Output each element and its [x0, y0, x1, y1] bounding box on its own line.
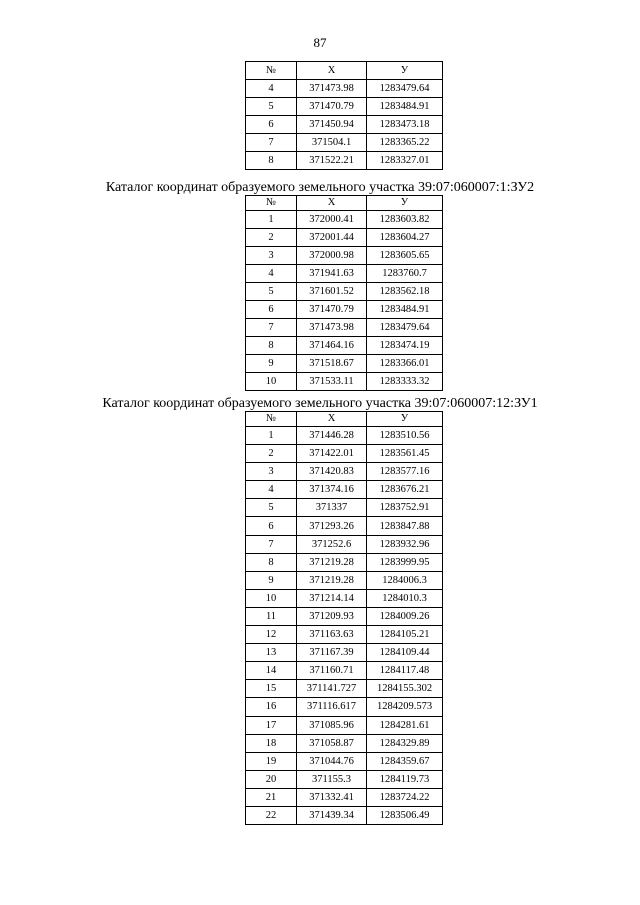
cell-x: 371473.98	[297, 80, 367, 98]
cell-number: 4	[246, 80, 297, 98]
table-row	[246, 80, 443, 98]
cell-number: 21	[246, 788, 297, 806]
cell-number: 19	[246, 752, 297, 770]
cell-x: 371473.98	[297, 319, 367, 337]
table-row	[246, 644, 443, 662]
cell-number: 12	[246, 626, 297, 644]
cell-y: 1284105.21	[367, 626, 443, 644]
table-row	[246, 355, 443, 373]
cell-number: 7	[246, 134, 297, 152]
cell-number: 6	[246, 517, 297, 535]
cell-x: 371155.3	[297, 770, 367, 788]
cell-x: 371522.21	[297, 152, 367, 170]
cell-x: 371450.94	[297, 116, 367, 134]
cell-number: 18	[246, 734, 297, 752]
table-row	[246, 589, 443, 607]
cell-y: 1284155.302	[367, 680, 443, 698]
cell-y: 1283506.49	[367, 806, 443, 824]
coordinates-table-zu2	[245, 195, 443, 391]
cell-y: 1283604.27	[367, 229, 443, 247]
cell-x: 371160.71	[297, 662, 367, 680]
table-row	[246, 337, 443, 355]
cell-y: 1283365.22	[367, 134, 443, 152]
cell-x: 371085.96	[297, 716, 367, 734]
cell-x: 371058.87	[297, 734, 367, 752]
cell-number: 10	[246, 373, 297, 391]
cell-number: 10	[246, 589, 297, 607]
cell-number: 4	[246, 265, 297, 283]
cell-y: 1283484.91	[367, 98, 443, 116]
cell-x: 371167.39	[297, 644, 367, 662]
cell-x: 372000.98	[297, 247, 367, 265]
table-header-row	[246, 62, 443, 80]
cell-number: 14	[246, 662, 297, 680]
cell-x: 372001.44	[297, 229, 367, 247]
cell-number: 5	[246, 283, 297, 301]
cell-x: 371044.76	[297, 752, 367, 770]
table-row	[246, 535, 443, 553]
coordinates-table-zu1	[245, 411, 443, 825]
cell-number: 15	[246, 680, 297, 698]
cell-x: 371422.01	[297, 445, 367, 463]
table-row	[246, 265, 443, 283]
cell-number: 8	[246, 337, 297, 355]
cell-y: 1284329.89	[367, 734, 443, 752]
cell-x: 371446.28	[297, 427, 367, 445]
cell-y: 1284010.3	[367, 589, 443, 607]
column-header-number: №	[246, 62, 297, 80]
table-row	[246, 716, 443, 734]
table-row	[246, 229, 443, 247]
table-row	[246, 427, 443, 445]
table-row	[246, 499, 443, 517]
column-header-number: №	[246, 412, 297, 427]
table-row	[246, 116, 443, 134]
column-header-y: У	[367, 62, 443, 80]
cell-y: 1283479.64	[367, 319, 443, 337]
cell-number: 2	[246, 229, 297, 247]
cell-number: 5	[246, 98, 297, 116]
cell-number: 8	[246, 553, 297, 571]
cell-number: 11	[246, 607, 297, 625]
cell-number: 6	[246, 301, 297, 319]
cell-y: 1283724.22	[367, 788, 443, 806]
cell-number: 4	[246, 481, 297, 499]
table-row	[246, 445, 443, 463]
cell-y: 1283999.95	[367, 553, 443, 571]
cell-x: 371533.11	[297, 373, 367, 391]
table-row	[246, 517, 443, 535]
table-row	[246, 788, 443, 806]
column-header-x: Х	[297, 196, 367, 211]
cell-y: 1284006.3	[367, 571, 443, 589]
cell-y: 1283605.65	[367, 247, 443, 265]
cell-number: 16	[246, 698, 297, 716]
table-row	[246, 607, 443, 625]
cell-x: 371219.28	[297, 571, 367, 589]
cell-number: 3	[246, 463, 297, 481]
cell-y: 1283474.19	[367, 337, 443, 355]
table-row	[246, 626, 443, 644]
cell-number: 13	[246, 644, 297, 662]
cell-x: 371337	[297, 499, 367, 517]
cell-y: 1283561.45	[367, 445, 443, 463]
cell-number: 3	[246, 247, 297, 265]
cell-number: 6	[246, 116, 297, 134]
table-row	[246, 752, 443, 770]
table-header-row	[246, 412, 443, 427]
table-row	[246, 247, 443, 265]
cell-number: 9	[246, 355, 297, 373]
table-row	[246, 373, 443, 391]
cell-number: 5	[246, 499, 297, 517]
page-number: 87	[313, 35, 327, 50]
table-row	[246, 319, 443, 337]
cell-number: 20	[246, 770, 297, 788]
cell-y: 1283484.91	[367, 301, 443, 319]
cell-x: 371518.67	[297, 355, 367, 373]
table-row	[246, 680, 443, 698]
column-header-y: У	[367, 412, 443, 427]
table-row	[246, 571, 443, 589]
cell-y: 1283676.21	[367, 481, 443, 499]
cell-x: 371141.727	[297, 680, 367, 698]
cell-y: 1283562.18	[367, 283, 443, 301]
cell-y: 1283473.18	[367, 116, 443, 134]
cell-y: 1284119.73	[367, 770, 443, 788]
cell-number: 1	[246, 427, 297, 445]
coordinates-table-continued	[245, 61, 443, 170]
cell-x: 371214.14	[297, 589, 367, 607]
cell-y: 1283327.01	[367, 152, 443, 170]
cell-y: 1284359.67	[367, 752, 443, 770]
cell-x: 371332.41	[297, 788, 367, 806]
column-header-y: У	[367, 196, 443, 211]
cell-y: 1283479.64	[367, 80, 443, 98]
table-row	[246, 98, 443, 116]
table-row	[246, 211, 443, 229]
cell-y: 1284209.573	[367, 698, 443, 716]
cell-x: 371116.617	[297, 698, 367, 716]
cell-y: 1283333.32	[367, 373, 443, 391]
cell-y: 1284117.48	[367, 662, 443, 680]
table-row	[246, 806, 443, 824]
table-row	[246, 553, 443, 571]
table-row	[246, 463, 443, 481]
column-header-x: Х	[297, 62, 367, 80]
cell-y: 1283603.82	[367, 211, 443, 229]
cell-x: 371504.1	[297, 134, 367, 152]
cell-x: 371470.79	[297, 301, 367, 319]
cell-y: 1283847.88	[367, 517, 443, 535]
table-row	[246, 770, 443, 788]
cell-number: 9	[246, 571, 297, 589]
cell-x: 371252.6	[297, 535, 367, 553]
cell-number: 1	[246, 211, 297, 229]
table-row	[246, 283, 443, 301]
column-header-number: №	[246, 196, 297, 211]
cell-y: 1284109.44	[367, 644, 443, 662]
cell-number: 7	[246, 535, 297, 553]
cell-y: 1284281.61	[367, 716, 443, 734]
cell-y: 1284009.26	[367, 607, 443, 625]
cell-x: 371470.79	[297, 98, 367, 116]
cell-number: 7	[246, 319, 297, 337]
cell-x: 371219.28	[297, 553, 367, 571]
cell-x: 371163.63	[297, 626, 367, 644]
cell-y: 1283366.01	[367, 355, 443, 373]
table-row	[246, 481, 443, 499]
table-row	[246, 301, 443, 319]
cell-y: 1283752.91	[367, 499, 443, 517]
table-row	[246, 662, 443, 680]
cell-x: 371374.16	[297, 481, 367, 499]
cell-number: 2	[246, 445, 297, 463]
cell-x: 371420.83	[297, 463, 367, 481]
cell-x: 371464.16	[297, 337, 367, 355]
table-row	[246, 152, 443, 170]
cell-x: 371601.52	[297, 283, 367, 301]
cell-number: 22	[246, 806, 297, 824]
cell-number: 8	[246, 152, 297, 170]
cell-x: 371941.63	[297, 265, 367, 283]
cell-y: 1283577.16	[367, 463, 443, 481]
cell-y: 1283760.7	[367, 265, 443, 283]
cell-x: 371209.93	[297, 607, 367, 625]
table-header-row	[246, 196, 443, 211]
column-header-x: Х	[297, 412, 367, 427]
cell-x: 371439.34	[297, 806, 367, 824]
cell-x: 372000.41	[297, 211, 367, 229]
table-row	[246, 698, 443, 716]
cell-number: 17	[246, 716, 297, 734]
cell-x: 371293.26	[297, 517, 367, 535]
table-row	[246, 734, 443, 752]
cell-y: 1283510.56	[367, 427, 443, 445]
cell-y: 1283932.96	[367, 535, 443, 553]
table-row	[246, 134, 443, 152]
table-caption-zu2: Каталог координат образуемого земельного участка 39:07:060007:1:ЗУ2	[105, 180, 535, 195]
table-caption-zu1: Каталог координат образуемого земельного участка 39:07:060007:12:ЗУ1	[102, 396, 538, 411]
